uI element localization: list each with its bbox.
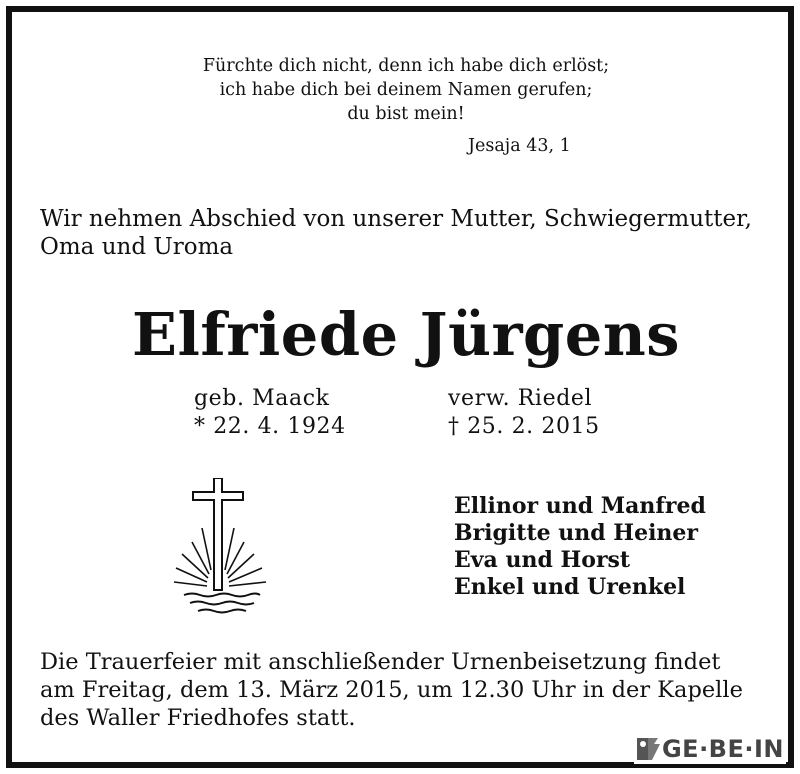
service-line-3: des Waller Friedhofes statt.	[40, 705, 356, 731]
verse-line-3: du bist mein!	[347, 104, 465, 124]
widowed-name: verw. Riedel	[448, 386, 593, 411]
cross-sunrise-icon	[172, 478, 272, 614]
publisher-logo	[634, 734, 786, 764]
mourner-2: Brigitte und Heiner	[454, 520, 699, 546]
obituary-notice	[6, 6, 794, 768]
service-line-1: Die Trauerfeier mit anschließender Urnenbeisetzung findet	[40, 649, 721, 675]
verse-reference: Jesaja 43, 1	[468, 136, 571, 156]
service-line-2: am Freitag, dem 13. März 2015, um 12.30 Uhr in der Kapelle	[40, 677, 743, 703]
born-name: geb. Maack	[194, 386, 330, 411]
birth-date: * 22. 4. 1924	[194, 414, 346, 439]
verse-line-1: Fürchte dich nicht, denn ich habe dich erlöst;	[202, 56, 610, 76]
verse-line-2: ich habe dich bei deinem Namen gerufen;	[219, 80, 593, 100]
logo-text: GE·BE·IN	[661, 735, 784, 763]
intro-line-2: Oma und Uroma	[40, 234, 234, 260]
intro-line-1: Wir nehmen Abschied von unserer Mutter, Schwiegermutter,	[40, 206, 752, 232]
logo-figure-icon	[636, 736, 662, 762]
deceased-name: Elfriede Jürgens	[132, 300, 680, 369]
mourner-1: Ellinor und Manfred	[454, 493, 706, 519]
mourner-4: Enkel und Urenkel	[454, 574, 686, 600]
mourner-3: Eva und Horst	[454, 547, 631, 573]
death-date: † 25. 2. 2015	[448, 414, 600, 439]
